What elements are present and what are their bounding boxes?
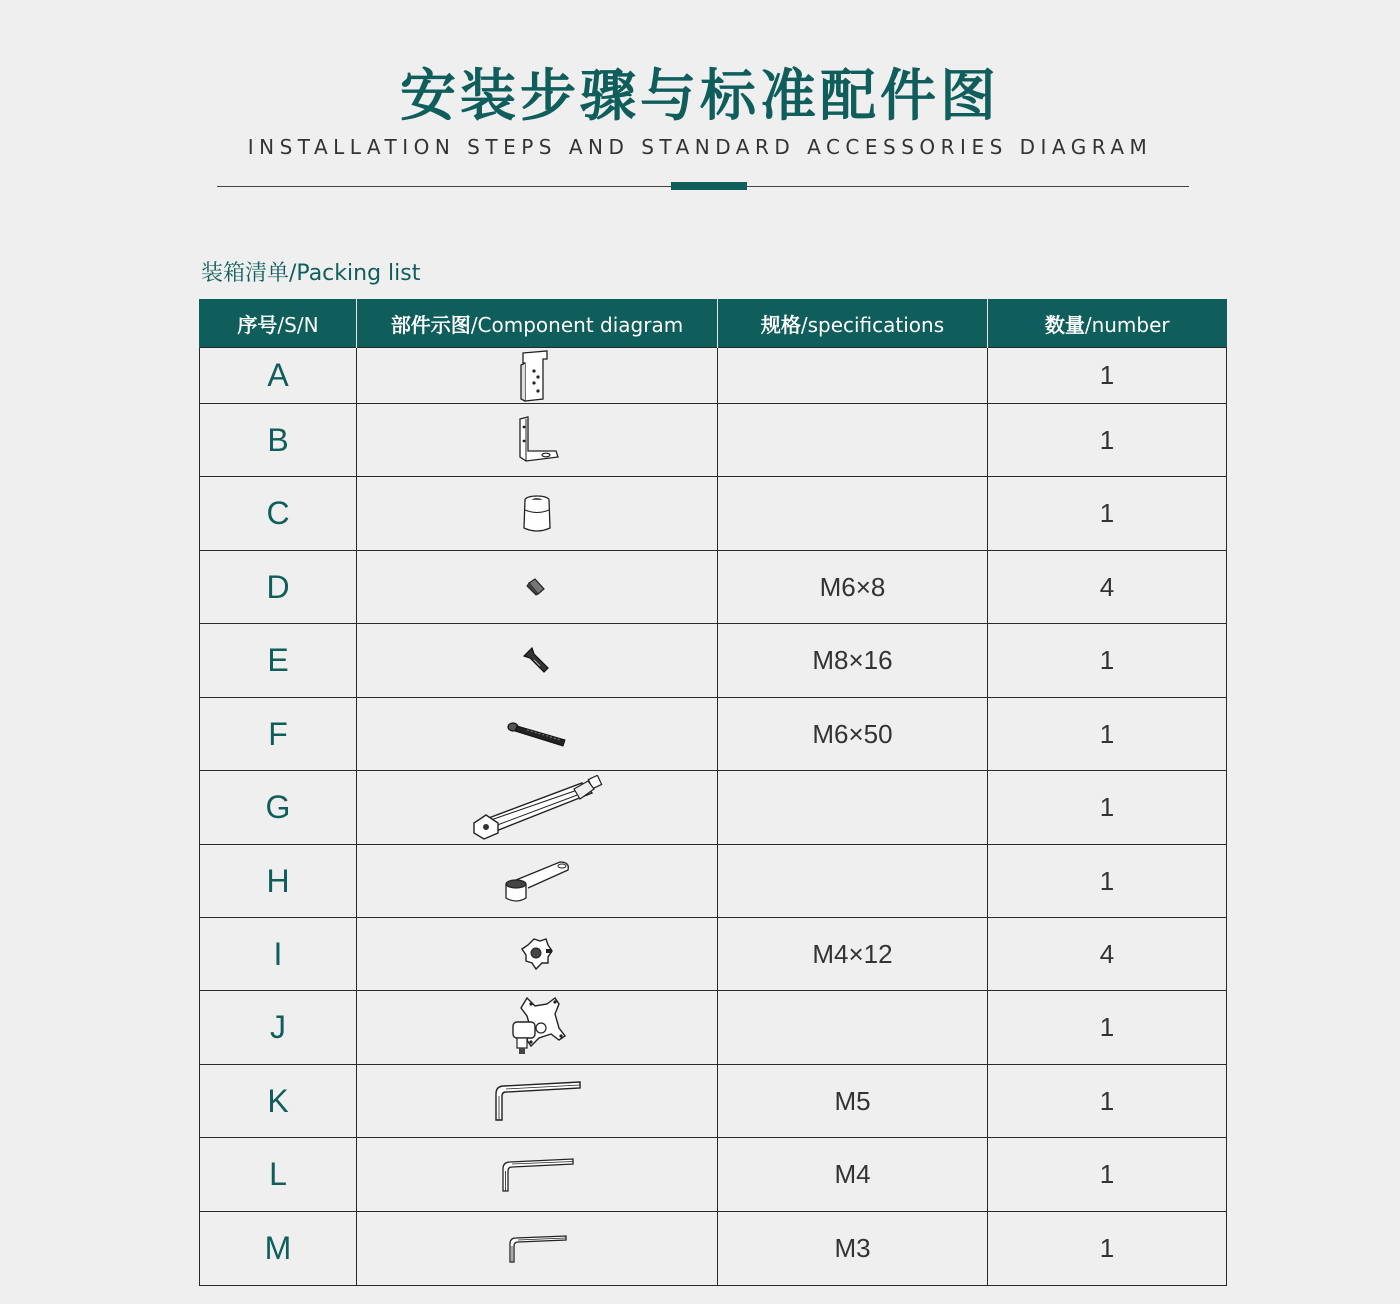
row-sn: A	[200, 348, 357, 404]
row-spec: M3	[718, 1212, 988, 1286]
divider-accent	[671, 182, 747, 190]
packing-list-table	[199, 299, 1227, 1286]
row-sn: L	[200, 1138, 357, 1212]
page-subtitle: INSTALLATION STEPS AND STANDARD ACCESSORIES DIAGRAM	[247, 135, 1153, 159]
row-number: 1	[988, 845, 1227, 918]
table-row	[200, 1065, 1227, 1138]
cylinder-base-icon	[519, 494, 555, 534]
row-number: 4	[988, 551, 1227, 624]
row-spec: M5	[718, 1065, 988, 1138]
row-number: 1	[988, 624, 1227, 698]
row-sn: C	[200, 477, 357, 551]
row-number: 1	[988, 1138, 1227, 1212]
table-row	[200, 348, 1227, 404]
row-sn: G	[200, 771, 357, 845]
row-sn: F	[200, 698, 357, 771]
column-header-sn: 序号/S/N	[200, 299, 357, 348]
table-row	[200, 991, 1227, 1065]
small-screw-icon	[526, 577, 548, 597]
row-spec: M4	[718, 1138, 988, 1212]
row-number: 1	[988, 991, 1227, 1065]
row-number: 1	[988, 404, 1227, 477]
hex-key-medium-icon	[499, 1157, 575, 1193]
section-label: 装箱清单/Packing list	[201, 261, 421, 286]
row-spec: M8×16	[718, 624, 988, 698]
row-spec: M6×8	[718, 551, 988, 624]
row-spec: M6×50	[718, 698, 988, 771]
table-row	[200, 477, 1227, 551]
row-sn: I	[200, 918, 357, 991]
row-sn: H	[200, 845, 357, 918]
row-number: 1	[988, 698, 1227, 771]
row-spec	[718, 477, 988, 551]
long-bolt-icon	[507, 720, 567, 748]
table-row	[200, 1138, 1227, 1212]
row-number: 4	[988, 918, 1227, 991]
row-sn: D	[200, 551, 357, 624]
row-number: 1	[988, 771, 1227, 845]
table-row	[200, 698, 1227, 771]
row-sn: E	[200, 624, 357, 698]
row-spec	[718, 991, 988, 1065]
row-sn: M	[200, 1212, 357, 1286]
row-number: 1	[988, 477, 1227, 551]
knob-screw-icon	[520, 937, 554, 971]
row-number: 1	[988, 1065, 1227, 1138]
row-spec	[718, 771, 988, 845]
table-header-row	[200, 299, 1227, 348]
table-row	[200, 551, 1227, 624]
column-header-number: 数量/number	[988, 299, 1227, 348]
table-row	[200, 771, 1227, 845]
column-header-spec: 规格/specifications	[718, 299, 988, 348]
row-number: 1	[988, 1212, 1227, 1286]
gas-spring-arm-icon	[470, 775, 604, 841]
vesa-plate-icon	[505, 994, 569, 1062]
l-bracket-icon	[512, 415, 562, 465]
row-sn: B	[200, 404, 357, 477]
row-sn: K	[200, 1065, 357, 1138]
hex-key-large-icon	[492, 1080, 582, 1122]
table-row	[200, 404, 1227, 477]
page-title: 安装步骤与标准配件图	[400, 64, 1000, 129]
row-spec	[718, 404, 988, 477]
row-sn: J	[200, 991, 357, 1065]
table-row	[200, 624, 1227, 698]
mount-bracket-icon	[517, 349, 557, 403]
row-spec: M4×12	[718, 918, 988, 991]
column-header-diagram: 部件示图/Component diagram	[357, 299, 718, 348]
hex-key-small-icon	[506, 1234, 568, 1264]
row-number: 1	[988, 348, 1227, 404]
table-row	[200, 918, 1227, 991]
countersunk-screw-icon	[522, 646, 552, 676]
table-row	[200, 1212, 1227, 1286]
table-row	[200, 845, 1227, 918]
row-spec	[718, 845, 988, 918]
lower-arm-icon	[502, 858, 572, 904]
row-spec	[718, 348, 988, 404]
